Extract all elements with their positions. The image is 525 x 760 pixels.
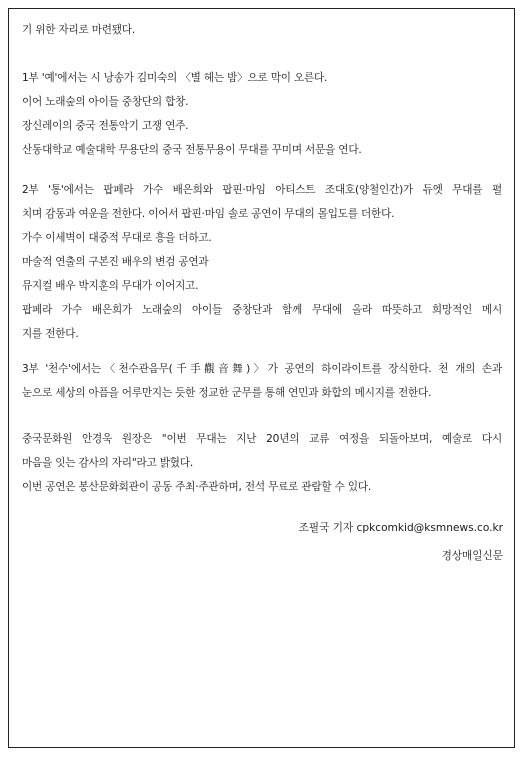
part3-paragraph bbox=[22, 357, 502, 405]
part2-line: 팝페라 가수 배은희가 노래숲의 아이들 중창단과 함께 무대에 올라 따뜻하고 희망적인 메시 bbox=[22, 304, 502, 316]
part1-line: 이어 노래숲의 아이들 중창단의 합창. bbox=[22, 96, 189, 108]
part2-line: 뮤지컬 배우 박지훈의 무대가 이어지고. bbox=[22, 280, 199, 292]
part2-line: 치며 감동과 여운을 전한다. 이어서 팝핀·마임 솔로 공연이 무대의 몰입도를 더한다. bbox=[22, 208, 395, 220]
closing-line: 이번 공연은 봉산문화회관이 공동 주최·주관하며, 전석 무료로 관람할 수 있다. bbox=[22, 481, 372, 493]
part1-line: 산동대학교 예술대학 무용단의 중국 전통무용이 무대를 꾸미며 서문을 연다. bbox=[22, 144, 362, 156]
part2-line: 마술적 연출의 구본진 배우의 변검 공연과 bbox=[22, 256, 209, 268]
closing-line: 중국문화원 안경욱 원장은 "이번 무대는 지난 20년의 교류 여정을 되돌아보며, 예술로 다시 bbox=[22, 433, 502, 445]
intro-paragraph bbox=[22, 18, 502, 42]
closing-line: 마음을 잇는 감사의 자리"라고 밝혔다. bbox=[22, 457, 194, 469]
part3-line: 3부 '천수'에서는〈천수관음무(千手觀音舞)〉가 공연의 하이라이트를 장식한다. 천 개의 손과 bbox=[22, 363, 502, 375]
part1-paragraph bbox=[22, 66, 502, 162]
part2-paragraph bbox=[22, 178, 502, 346]
intro-line: 기 위한 자리로 마련됐다. bbox=[22, 24, 136, 36]
publication-name: 경상매일신문 bbox=[441, 550, 503, 562]
reporter-byline: 조필국 기자 cpkcomkid@ksmnews.co.kr bbox=[298, 522, 503, 534]
part2-line: 2부 '통'에서는 팝페라 가수 배은희와 팝핀·마임 아티스트 조대호(양철인간)가 듀엣 무대를 펼 bbox=[22, 184, 502, 196]
part2-line: 가수 이세벽이 대중적 무대로 흥을 더하고. bbox=[22, 232, 212, 244]
part3-line: 눈으로 세상의 아픔을 어루만지는 듯한 정교한 군무를 통해 연민과 화합의 메시지를 전한다. bbox=[22, 387, 432, 399]
part1-line: 장신레이의 중국 전통악기 고쟁 연주. bbox=[22, 120, 189, 132]
closing-paragraph bbox=[22, 427, 502, 499]
part2-line: 지를 전한다. bbox=[22, 328, 79, 340]
part1-line: 1부 '예'에서는 시 낭송가 김미숙의 〈별 헤는 밤〉으로 막이 오른다. bbox=[22, 72, 328, 84]
